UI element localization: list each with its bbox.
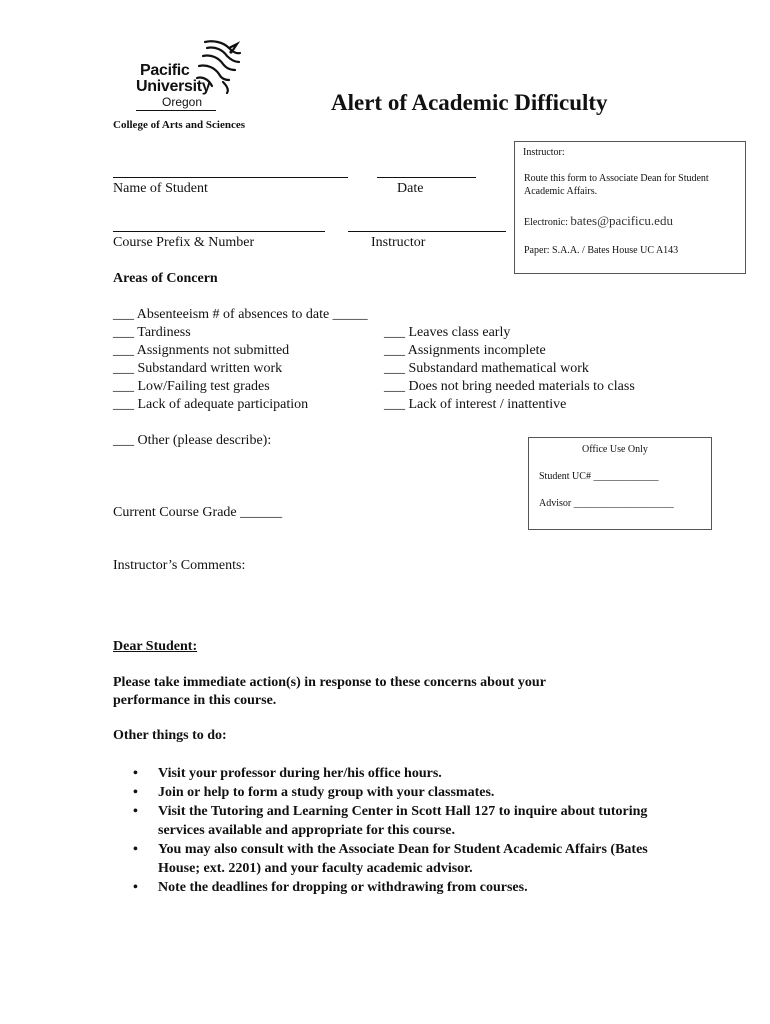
office-student-uc[interactable]: Student UC# _____________ <box>539 471 659 482</box>
course-prefix-line[interactable] <box>113 231 325 232</box>
route-text-1: Route this form to Associate Dean for Student <box>524 173 709 184</box>
concern-assignments-incomplete[interactable]: ___ Assignments incomplete <box>384 343 546 358</box>
concern-lack-of-interest[interactable]: ___ Lack of interest / inattentive <box>384 397 567 412</box>
concern-leaves-early[interactable]: ___ Leaves class early <box>384 325 511 340</box>
logo-oregon: Oregon <box>162 95 203 109</box>
todo-item: • Visit the Tutoring and Learning Center in Scott Hall 127 to inquire about tutoring services available and appropriate for this course. <box>133 802 693 840</box>
concern-substandard-math[interactable]: ___ Substandard mathematical work <box>384 361 589 376</box>
action-line-2: performance in this course. <box>113 693 277 708</box>
date-line[interactable] <box>377 177 476 178</box>
instructor-comments-label: Instructor’s Comments: <box>113 558 246 573</box>
college-name: College of Arts and Sciences <box>113 119 245 131</box>
page-title: Alert of Academic Difficulty <box>331 90 608 115</box>
todo-item: • Visit your professor during her/his office hours. <box>133 764 693 783</box>
dear-student-heading: Dear Student: <box>113 639 198 654</box>
todo-item: • Join or help to form a study group with your classmates. <box>133 783 693 802</box>
logo-pacific: Pacific <box>140 62 190 79</box>
concern-substandard-written[interactable]: ___ Substandard written work <box>113 361 283 376</box>
other-things-heading: Other things to do: <box>113 728 227 743</box>
course-prefix-label: Course Prefix & Number <box>113 235 255 250</box>
name-of-student-label: Name of Student <box>113 181 208 196</box>
route-instructor-label: Instructor: <box>523 147 565 158</box>
date-label: Date <box>397 181 424 196</box>
concern-failing-grades[interactable]: ___ Low/Failing test grades <box>113 379 270 394</box>
todo-item: • Note the deadlines for dropping or withdrawing from courses. <box>133 878 693 897</box>
instructor-line[interactable] <box>348 231 506 232</box>
concern-absenteeism[interactable]: ___ Absenteeism # of absences to date _____ <box>113 307 368 322</box>
concern-assignments-not-submitted[interactable]: ___ Assignments not submitted <box>113 343 290 358</box>
instructor-label: Instructor <box>371 235 426 250</box>
route-paper: Paper: S.A.A. / Bates House UC A143 <box>524 245 679 256</box>
concern-tardiness[interactable]: ___ Tardiness <box>113 325 191 340</box>
student-name-line[interactable] <box>113 177 348 178</box>
electronic-label: Electronic: <box>524 217 568 228</box>
action-line-1: Please take immediate action(s) in response to these concerns about your <box>113 675 546 690</box>
route-electronic <box>524 213 673 229</box>
office-advisor[interactable]: Advisor ____________________ <box>539 498 674 509</box>
other-describe[interactable]: ___ Other (please describe): <box>113 433 272 448</box>
todo-item: • You may also consult with the Associate Dean for Student Academic Affairs (Bates House; ext. 2201) and your faculty academic advisor. <box>133 840 693 878</box>
concern-participation[interactable]: ___ Lack of adequate participation <box>113 397 309 412</box>
areas-of-concern-heading: Areas of Concern <box>113 271 218 286</box>
current-course-grade[interactable]: Current Course Grade ______ <box>113 505 283 520</box>
route-text-2: Academic Affairs. <box>524 186 598 197</box>
office-use-title: Office Use Only <box>582 444 648 455</box>
todo-list <box>133 764 693 897</box>
logo-university: University <box>136 78 211 95</box>
logo-underline <box>136 110 216 111</box>
electronic-email-link[interactable]: bates@pacificu.edu <box>570 213 673 228</box>
concern-materials[interactable]: ___ Does not bring needed materials to class <box>384 379 635 394</box>
